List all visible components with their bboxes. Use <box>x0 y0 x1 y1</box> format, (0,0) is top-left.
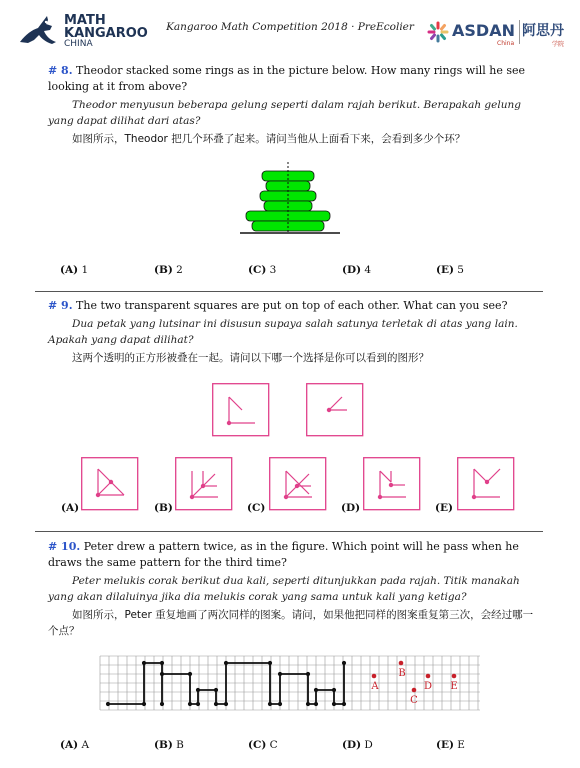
q9-option-a[interactable] <box>81 457 139 511</box>
q9-option-d-label[interactable]: (D) <box>341 502 361 514</box>
candidate-points <box>372 661 457 693</box>
question-8-text-id: Theodor menyusun beberapa gelung seperti dalam rajah berikut. Berapakah gelung yang dapat dilihat dari atas? <box>48 99 521 127</box>
q8-option-c[interactable]: (C) 3 <box>248 264 277 276</box>
q10-option-d[interactable]: (D) D <box>342 739 373 751</box>
q8-option-b[interactable]: (B) 2 <box>154 264 183 276</box>
q8-option-a[interactable]: (A) 1 <box>60 264 89 276</box>
q10-option-c[interactable]: (C) C <box>248 739 278 751</box>
asdan-burst-icon <box>427 21 449 43</box>
question-8-text-zh: 如图所示，Theodor 把几个环叠了起来。请问当他从上面看下来，会看到多少个环？ <box>72 133 466 145</box>
divider-1 <box>35 291 543 292</box>
question-8-en-body: Theodor stacked some rings as in the picture below. How many rings will he see looking at it from above? <box>48 64 526 93</box>
point-c-label: C <box>410 695 418 706</box>
q9-option-e-label[interactable]: (E) <box>435 502 453 514</box>
question-9-number: # 9. <box>48 299 73 312</box>
question-9-text-en <box>48 298 538 314</box>
q10-option-a[interactable]: (A) A <box>60 739 90 751</box>
question-10-en-body: Peter drew a pattern twice, as in the figure. Which point will he pass when he draws the same pattern for the third time? <box>48 540 519 569</box>
logo-line2: KANGAROO <box>64 26 148 41</box>
point-a-label: A <box>371 681 379 692</box>
question-10-text-zh: 如图所示，Peter 重复地画了两次同样的图案。请问，如果他把同样的图案重复第三次，会经过哪一个点？ <box>48 609 534 637</box>
q9-option-b[interactable] <box>175 457 233 511</box>
question-9-text-zh: 这两个透明的正方形被叠在一起。请问以下哪一个选择是你可以看到的图形？ <box>72 352 429 364</box>
question-10-text-id: Peter melukis corak berikut dua kali, seperti ditunjukkan pada rajah. Titik manakah yang akan dilaluinya jika dia melukis corak yang sama untuk kali yang ketiga? <box>48 575 520 603</box>
question-8-text-en <box>48 63 538 95</box>
q9-option-c[interactable] <box>269 457 327 511</box>
q10-option-b[interactable]: (B) B <box>154 739 184 751</box>
question-8-number: # 8. <box>48 64 73 77</box>
pattern-path-1 <box>108 663 270 704</box>
question-9 <box>48 298 538 366</box>
q9-option-e[interactable] <box>457 457 515 511</box>
question-9-en-body: The two transparent squares are put on top of each other. What can you see? <box>76 299 508 312</box>
point-d <box>426 674 431 679</box>
question-10 <box>48 539 538 639</box>
q9-option-d[interactable] <box>363 457 421 511</box>
asdan-divider <box>519 20 520 44</box>
asdan-cn-sub-text: 学院 <box>552 41 565 48</box>
square-1-figure <box>212 383 270 437</box>
q9-option-a-label[interactable]: (A) <box>61 502 80 514</box>
point-e-label: E <box>450 681 458 692</box>
logo-line1: MATH <box>64 13 106 28</box>
question-8 <box>48 63 538 147</box>
q8-option-e[interactable]: (E) 5 <box>436 264 464 276</box>
header <box>0 0 580 55</box>
point-e <box>452 674 457 679</box>
logo-line3: CHINA <box>64 39 93 49</box>
kangaroo-logo-icon <box>16 14 64 46</box>
question-9-text-id: Dua petak yang lutsinar ini disusun supaya salah satunya terletak di atas yang lain. Apakah yang dapat dilihat? <box>48 318 518 346</box>
asdan-cn-text: 阿思丹 <box>522 23 564 39</box>
q9-option-c-label[interactable]: (C) <box>247 502 266 514</box>
question-10-number: # 10. <box>48 540 81 553</box>
question-10-text-en <box>48 539 538 571</box>
point-c <box>412 688 417 693</box>
point-d-label: D <box>423 681 433 692</box>
asdan-china-text: China <box>497 40 515 47</box>
q8-option-d[interactable]: (D) 4 <box>342 264 372 276</box>
page-title: Kangaroo Math Competition 2018 · PreEcolier <box>166 21 414 33</box>
pattern-grid-figure <box>96 652 484 714</box>
point-b-label: B <box>398 668 406 679</box>
rings-stack-figure <box>236 160 346 240</box>
square-2-figure <box>306 383 364 437</box>
divider-2 <box>35 531 543 532</box>
q10-option-e[interactable]: (E) E <box>436 739 465 751</box>
point-a <box>372 674 377 679</box>
point-b <box>399 661 404 666</box>
q9-option-b-label[interactable]: (B) <box>154 502 173 514</box>
asdan-logo-text: ASDAN <box>452 21 515 40</box>
